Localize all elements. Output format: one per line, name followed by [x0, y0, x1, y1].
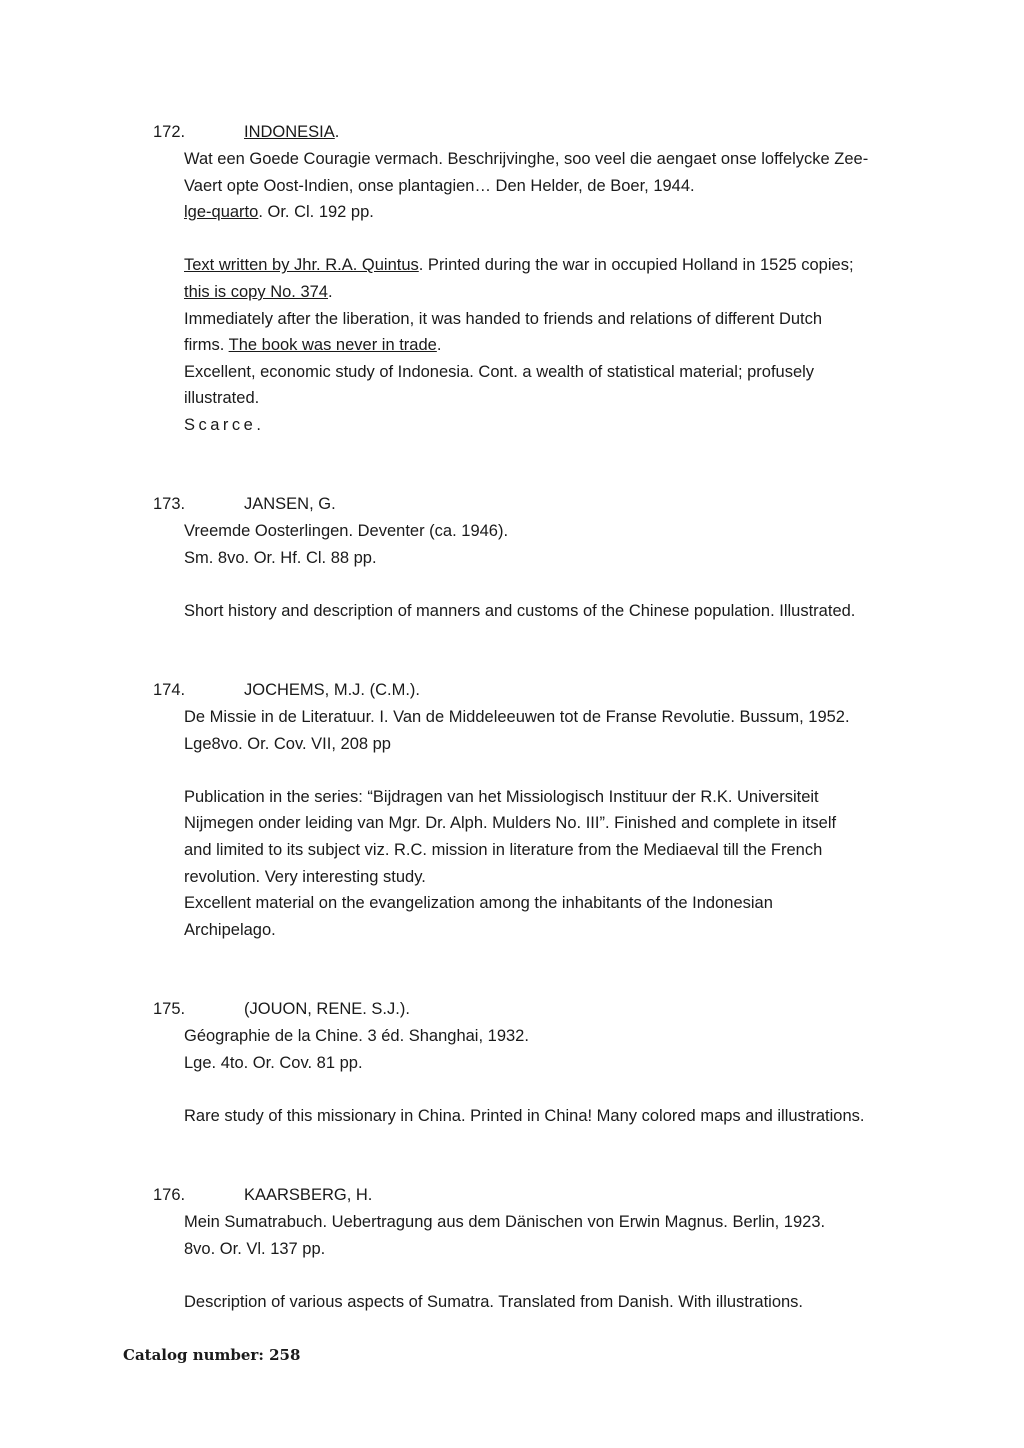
entry-note-line: Rare study of this missionary in China. Printed in China! Many colored maps and illustrations. — [184, 1106, 865, 1125]
entry-title-line: Vreemde Oosterlingen. Deventer (ca. 1946). — [184, 522, 509, 540]
note-text: firms. — [184, 336, 229, 355]
entry-note-line — [184, 332, 913, 359]
catalog-entry-172 — [153, 119, 913, 439]
entry-description — [184, 518, 913, 624]
entry-note-line — [184, 252, 913, 279]
entry-number: 173. — [153, 495, 186, 513]
entry-author: JANSEN, G. — [244, 495, 336, 513]
entry-author: (JOUON, RENE. S.J.). — [244, 1000, 410, 1018]
entry-number: 176. — [153, 1186, 186, 1204]
catalog-entry-176 — [153, 1182, 913, 1315]
catalog-entry-173 — [153, 491, 913, 624]
catalog-number-footer: Catalog number: 258 — [123, 1346, 301, 1364]
entry-title-line: De Missie in de Literatuur. I. Van de Middeleeuwen tot de Franse Revolutie. Bussum, 1952. — [184, 708, 850, 726]
entry-format-line — [184, 199, 913, 226]
entry-description — [184, 1209, 913, 1315]
entry-note-line: Archipelago. — [184, 920, 276, 939]
note-text: . — [436, 336, 442, 355]
entry-note-line: Description of various aspects of Sumatra. Translated from Danish. With illustrations. — [184, 1292, 803, 1311]
format-text: . Or. Cl. 192 pp. — [258, 203, 374, 222]
note-underlined: Text written by Jhr. R.A. Quintus — [184, 256, 419, 275]
entry-format-line: 8vo. Or. Vl. 137 pp. — [184, 1239, 326, 1258]
entry-title-line: Géographie de la Chine. 3 éd. Shanghai, 1932. — [184, 1027, 529, 1045]
entry-description — [184, 704, 913, 943]
entry-heading — [153, 996, 913, 1023]
entry-heading — [153, 1182, 913, 1209]
entry-number: 174. — [153, 681, 186, 699]
entry-title-line: Wat een Goede Couragie vermach. Beschrijvinghe, soo veel die aengaet onse loffelycke Zee- — [184, 150, 869, 168]
entry-author: JOCHEMS, M.J. (C.M.). — [244, 681, 420, 699]
entry-note-line: Immediately after the liberation, it was handed to friends and relations of different Dutch — [184, 309, 823, 328]
entry-note-line: Excellent, economic study of Indonesia. Cont. a wealth of statistical material; profusely — [184, 362, 815, 381]
note-text: . Printed during the war in occupied Holland in 1525 copies; — [418, 256, 854, 275]
entry-heading — [153, 119, 913, 146]
catalog-entry-174 — [153, 677, 913, 943]
entry-author: KAARSBERG, H. — [244, 1186, 373, 1204]
entry-format-line: Sm. 8vo. Or. Hf. Cl. 88 pp. — [184, 548, 377, 567]
entry-title-line: Vaert opte Oost-Indien, onse plantagien… Den Helder, de Boer, 1944. — [184, 176, 695, 195]
entry-description — [184, 1023, 913, 1129]
entry-note-line: illustrated. — [184, 389, 260, 408]
entry-heading — [153, 491, 913, 518]
note-text: . — [328, 282, 333, 301]
entry-note-line: and limited to its subject viz. R.C. mission in literature from the Mediaeval till the French — [184, 840, 823, 859]
entry-title-line: Mein Sumatrabuch. Uebertragung aus dem Dänischen von Erwin Magnus. Berlin, 1923. — [184, 1213, 826, 1231]
entry-author-suffix: . — [334, 123, 340, 141]
entry-number: 175. — [153, 1000, 186, 1018]
entry-number: 172. — [153, 123, 186, 141]
entry-note-line: revolution. Very interesting study. — [184, 867, 426, 886]
entry-note-line: Nijmegen onder leiding van Mgr. Dr. Alph. Mulders No. III”. Finished and complete in itself — [184, 814, 837, 833]
catalog-entry-175 — [153, 996, 913, 1129]
entry-note-line: Publication in the series: “Bijdragen van het Missiologisch Instituur der R.K. Universiteit — [184, 787, 819, 806]
entry-format-line: Lge8vo. Or. Cov. VII, 208 pp — [184, 734, 391, 753]
entry-note-line — [184, 279, 913, 306]
scarce-label: Scarce. — [184, 415, 265, 434]
entry-description — [184, 146, 913, 439]
entry-note-line: Short history and description of manners and customs of the Chinese population. Illustrated. — [184, 601, 856, 620]
entry-format-line: Lge. 4to. Or. Cov. 81 pp. — [184, 1053, 363, 1072]
entry-heading — [153, 677, 913, 704]
entry-note-line: Excellent material on the evangelization among the inhabitants of the Indonesian — [184, 894, 773, 913]
format-underlined: lge-quarto — [184, 203, 259, 222]
entry-author: INDONESIA — [244, 123, 335, 141]
note-underlined: this is copy No. 374 — [184, 282, 328, 301]
note-underlined: The book was never in trade — [228, 336, 437, 355]
